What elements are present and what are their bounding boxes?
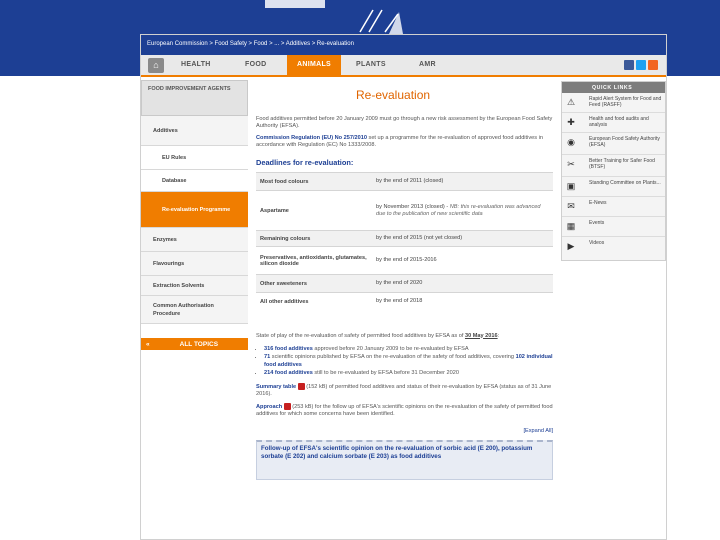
- website-page: [140, 34, 667, 540]
- header-decoration-icon: [355, 8, 415, 34]
- bullet-text: scientific opinions published by EFSA on the re-evaluation of the safety of food additives, covering: [270, 354, 516, 361]
- pdf-icon[interactable]: [298, 383, 305, 390]
- approach-link[interactable]: Approach: [256, 403, 283, 410]
- quick-link-label: Rapid Alert System for Food and Feed (RASFF): [589, 96, 662, 109]
- state-text: State of play of the re-evaluation of safety of permitted food additives by EFSA as of: [256, 332, 465, 339]
- summary-text: (152 kB) of permitted food additives and status of their re-evaluation by EFSA (status as of 31 June 2016).: [256, 383, 552, 397]
- deadline-group: Other sweeteners: [256, 275, 372, 293]
- quick-link-enews[interactable]: [562, 197, 665, 217]
- deadline-group: Remaining colours: [256, 231, 372, 247]
- regulation-paragraph: [256, 135, 553, 149]
- bullet-bold: 214 food additives: [264, 370, 313, 377]
- quick-links-heading: QUICK LINKS: [562, 82, 665, 93]
- double-chevron-left-icon: «: [146, 340, 150, 348]
- tab-food[interactable]: FOOD: [245, 61, 267, 68]
- deadline-date: by the end of 2015 (not yet closed): [372, 231, 553, 247]
- quick-link-label: Events: [589, 220, 605, 226]
- table-row: [256, 173, 553, 191]
- deadline-date: by November 2013 (closed): [376, 203, 445, 210]
- sidebar-item-flavourings[interactable]: Flavourings: [141, 252, 248, 276]
- sidebar-item-extraction-solvents[interactable]: Extraction Solvents: [141, 276, 248, 296]
- facebook-icon[interactable]: [624, 60, 634, 70]
- tab-health[interactable]: HEALTH: [181, 61, 211, 68]
- rss-icon[interactable]: [648, 60, 658, 70]
- status-list: [264, 346, 553, 378]
- page-title: Re-evaluation: [356, 88, 431, 102]
- deadline-date: by the end of 2020: [372, 275, 553, 293]
- health-cross-icon: ✚: [567, 117, 575, 127]
- main-content: [256, 80, 553, 480]
- sidebar-item-additives[interactable]: Additives: [141, 116, 248, 146]
- state-date: 30 May 2016: [464, 332, 498, 339]
- deadline-date-cell: [372, 191, 553, 231]
- quick-links-panel: [561, 81, 666, 261]
- twitter-icon[interactable]: [636, 60, 646, 70]
- table-row: [256, 191, 553, 231]
- deadline-date: by the end of 2015-2016: [372, 247, 553, 275]
- table-row: [256, 231, 553, 247]
- approach-paragraph: [256, 403, 553, 418]
- quick-link-label: Videos: [589, 240, 605, 246]
- quick-link-label: E-News: [589, 200, 607, 206]
- state-colon: :: [497, 332, 500, 339]
- events-icon: ▦: [566, 221, 576, 231]
- all-topics-label: ALL TOPICS: [179, 340, 219, 348]
- video-icon: ▶: [567, 241, 575, 251]
- sidebar-item-enzymes[interactable]: Enzymes: [141, 228, 248, 252]
- deadline-date: by the end of 2018: [372, 293, 553, 311]
- bullet-bold: 316 food additives: [264, 345, 313, 352]
- deadlines-table: [256, 172, 553, 311]
- bullet-text: still to be re-evaluated by EFSA before 31 December 2020: [312, 370, 459, 377]
- quick-link-label: Standing Committee on Plants...: [589, 180, 661, 186]
- quick-link-events[interactable]: [562, 217, 665, 237]
- tab-plants[interactable]: PLANTS: [356, 61, 386, 68]
- approach-text: (253 kB) for the follow up of EFSA's scientific opinions on the re-evaluation of the safety of permitted food additives for which some concerns have been identified.: [256, 403, 553, 417]
- efsa-logo-icon: ◉: [567, 137, 575, 147]
- quick-link-btsf[interactable]: [562, 155, 665, 177]
- table-row: [256, 293, 553, 311]
- list-item: [264, 354, 553, 369]
- expand-all-link[interactable]: [Expand All]: [523, 427, 553, 434]
- deadline-note: - NB: this re-evaluation was advanced due to the publication of new scientific data: [376, 203, 541, 217]
- summary-paragraph: [256, 383, 553, 398]
- deadline-group: Most food colours: [256, 173, 372, 191]
- sidebar: [141, 80, 248, 350]
- newsletter-icon: ✉: [567, 201, 575, 211]
- intro-text: Food additives permitted before 20 January 2009 must go through a new risk assessment by the European Food Safety Authority (EFSA).: [256, 116, 553, 129]
- header-flag: [265, 0, 325, 8]
- home-icon[interactable]: ⌂: [148, 58, 164, 73]
- pdf-icon[interactable]: [284, 403, 291, 410]
- tab-animals[interactable]: ANIMALS: [287, 55, 341, 77]
- deadline-group: All other additives: [256, 293, 372, 311]
- sidebar-heading: FOOD IMPROVEMENT AGENTS: [141, 80, 248, 116]
- quick-link-label: Health and food audits and analysis: [589, 116, 649, 129]
- list-item: [264, 346, 553, 354]
- deadlines-heading: Deadlines for re-evaluation:: [256, 158, 354, 167]
- deadline-date: by the end of 2011 (closed): [372, 173, 553, 191]
- quick-link-label: European Food Safety Authority (EFSA): [589, 136, 660, 149]
- quick-link-label: Better Training for Safer Food (BTSF): [589, 158, 655, 171]
- bullet-bold-2: 102 individual food additives: [264, 354, 553, 368]
- social-links: [624, 60, 658, 70]
- tab-amr[interactable]: AMR: [419, 61, 436, 68]
- summary-table-link[interactable]: Summary table: [256, 383, 297, 390]
- regulation-text: set up a programme for the re-evaluation of approved food additives in accordance with Regulation (EC) No 1333/2008.: [256, 135, 543, 148]
- sidebar-item-common-authorisation[interactable]: Common Authorisation Procedure: [141, 296, 248, 324]
- bullet-text: approved before 20 January 2009 to be re-evaluated by EFSA: [312, 345, 469, 352]
- alert-icon: ⚠: [566, 97, 576, 107]
- training-icon: ✂: [567, 159, 575, 169]
- sidebar-item-eu-rules[interactable]: EU Rules: [141, 146, 248, 170]
- all-topics-button[interactable]: [141, 338, 248, 350]
- list-item: [264, 370, 553, 378]
- bullet-bold: 71: [264, 354, 271, 361]
- table-row: [256, 247, 553, 275]
- deadline-group: Preservatives, antioxidants, glutamates, silicon dioxide: [256, 247, 372, 275]
- quick-link-videos[interactable]: [562, 237, 665, 259]
- table-row: [256, 275, 553, 293]
- top-navigation: [141, 55, 666, 77]
- quick-link-rasff[interactable]: [562, 93, 665, 113]
- breadcrumb[interactable]: European Commission > Food Safety > Food > ... > Additives > Re-evaluation: [141, 35, 666, 55]
- sidebar-item-database[interactable]: Database: [141, 170, 248, 192]
- quick-link-efsa[interactable]: [562, 133, 665, 155]
- quick-link-committee[interactable]: [562, 177, 665, 197]
- committee-icon: ▣: [566, 181, 576, 191]
- quick-link-audits[interactable]: [562, 113, 665, 133]
- regulation-link[interactable]: Commission Regulation (EU) No 257/2010: [256, 135, 367, 141]
- sidebar-item-re-evaluation-programme[interactable]: Re-evaluation Programme: [141, 192, 248, 228]
- followup-accordion[interactable]: Follow-up of EFSA's scientific opinion on the re-evaluation of sorbic acid (E 200), potassium sorbate (E 202) and calcium sorbate (E 203) as food additives: [256, 440, 553, 480]
- deadline-group: Aspartame: [256, 191, 372, 231]
- state-of-play-text: [256, 333, 553, 340]
